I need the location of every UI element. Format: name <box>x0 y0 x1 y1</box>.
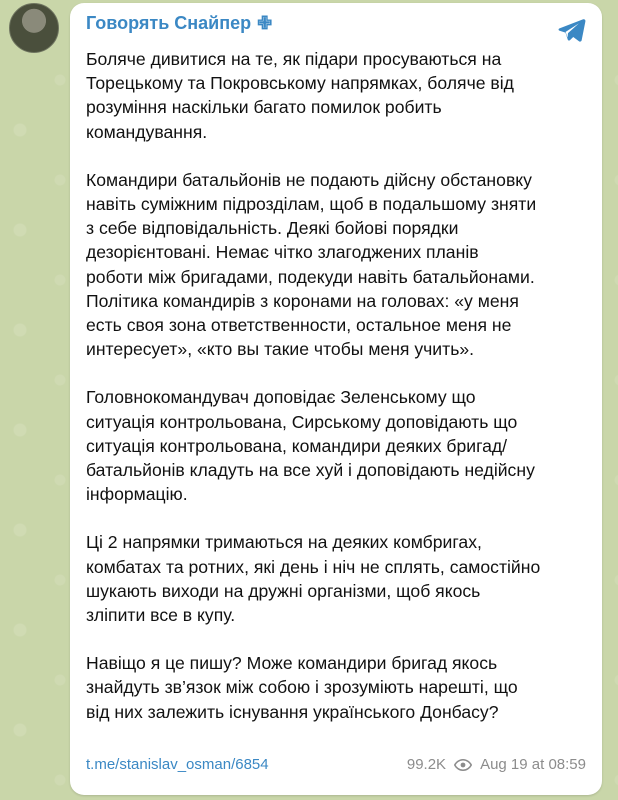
telegram-icon[interactable] <box>556 15 586 45</box>
cross-icon: ✙ <box>257 13 273 33</box>
post-paragraph: Боляче дивитися на те, як підари просуваються на Торецькому та Покровському напрямках, боляче від розуміння наскільки багато помилок робить командування. <box>86 49 514 142</box>
view-count: 99.2K <box>406 756 447 773</box>
post-paragraph: Головнокомандувач доповідає Зеленському що ситуація контрольована, Сирському доповідають що ситуація контрольована, командири деяких бригад/ батальйонів кладуть на все хуй і доповідають недійсну інформацію. <box>86 387 535 505</box>
channel-avatar[interactable] <box>9 3 59 53</box>
channel-header[interactable] <box>86 13 272 34</box>
post-date: Aug 19 at 08:59 <box>480 756 586 773</box>
post-footer <box>86 756 586 773</box>
post-paragraph: Навіщо я це пишу? Може командири бригад якось знайдуть зв’язок між собою і зрозуміють нарешті, що від них залежить існування українського Донбасу? <box>86 653 518 722</box>
post-paragraph: Командири батальйонів не подають дійсну обстановку навіть суміжним підрозділам, щоб в подальшому зняти з себе відповідальність. Деякі бойові порядки дезорієнтовані. Немає чітко злагоджених планів роботи між бригадами, подекуди навіть батальйонами. Політика командирів з коронами на головах: «у меня есть своя зона ответственности, остальное меня не интересует», «кто вы такие чтобы меня учить». <box>86 169 537 360</box>
post-link[interactable]: t.me/stanislav_osman/6854 <box>86 756 269 773</box>
channel-name[interactable]: Говорять Снайпер <box>86 13 252 33</box>
post-card <box>70 3 602 795</box>
eye-icon <box>454 759 472 771</box>
post-text <box>86 47 594 748</box>
post-paragraph: Ці 2 напрямки тримаються на деяких комбригах, комбатах та ротних, які день і ніч не сплять, самостійно шукають виходи на дружні організми, щоб якось зліпити все в купу. <box>86 532 541 626</box>
post-meta <box>407 756 586 773</box>
